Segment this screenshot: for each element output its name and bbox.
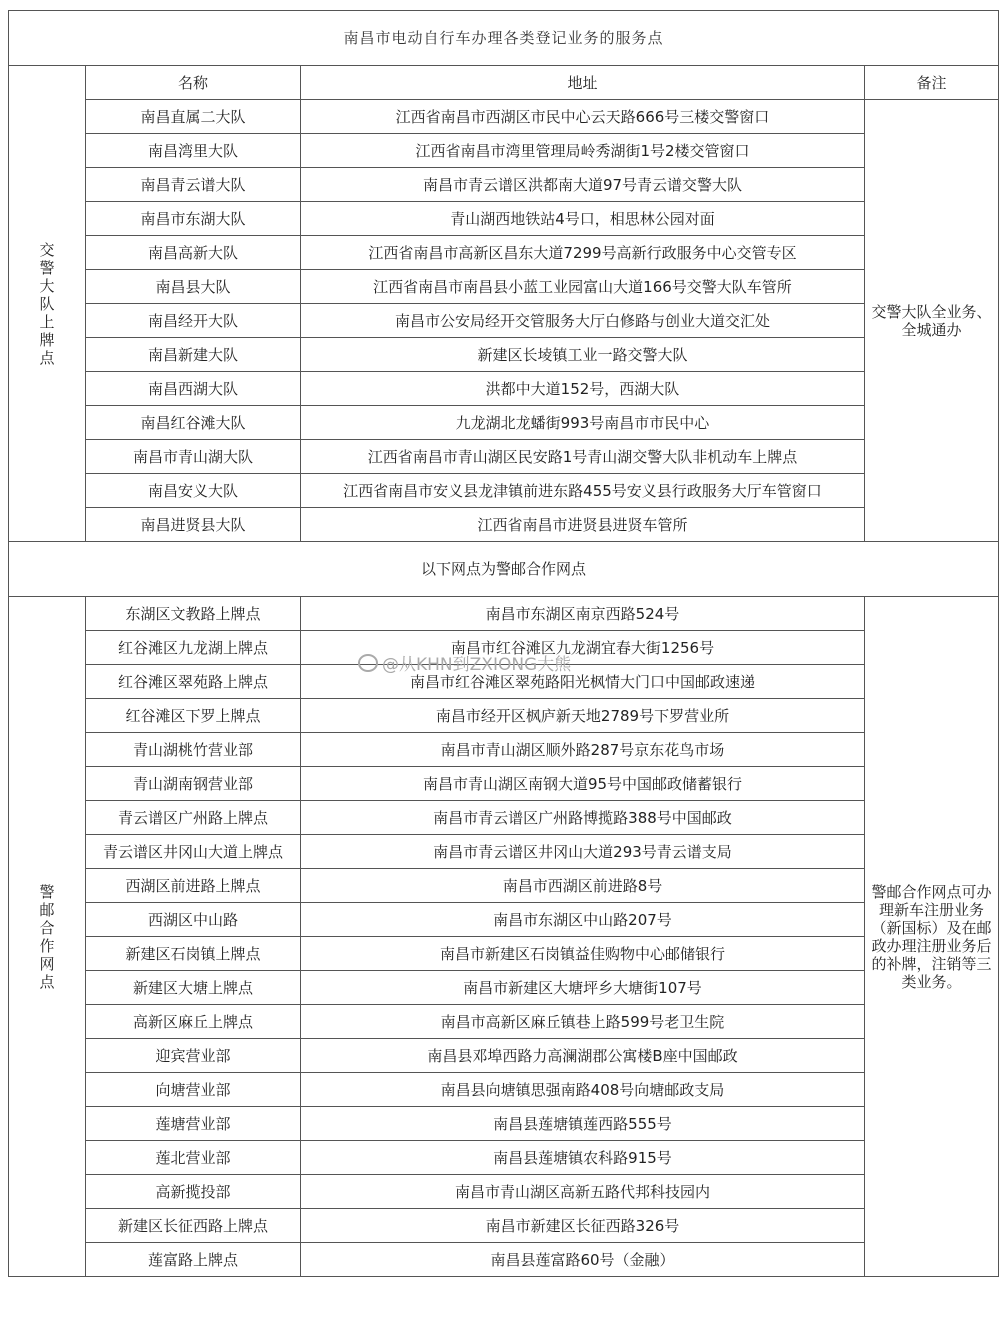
- cell-address: 南昌市西湖区前进路8号: [301, 869, 865, 903]
- cell-name: 红谷滩区下罗上牌点: [86, 699, 301, 733]
- service-points-table: [8, 10, 999, 1277]
- table-row: [9, 597, 999, 631]
- cell-address: 江西省南昌市西湖区市民中心云天路666号三楼交警窗口: [301, 100, 865, 134]
- table-row: [9, 869, 999, 903]
- table-row: [9, 699, 999, 733]
- cell-name: 新建区石岗镇上牌点: [86, 937, 301, 971]
- table-row: [9, 372, 999, 406]
- table-row: [9, 406, 999, 440]
- table-row: [9, 733, 999, 767]
- cell-address: 南昌市新建区长征西路326号: [301, 1209, 865, 1243]
- table-row: [9, 937, 999, 971]
- cell-name: 南昌新建大队: [86, 338, 301, 372]
- cell-name: 南昌红谷滩大队: [86, 406, 301, 440]
- table-row: [9, 338, 999, 372]
- table-row: [9, 474, 999, 508]
- cell-address: 南昌市东湖区南京西路524号: [301, 597, 865, 631]
- cell-address: 南昌市经开区枫庐新天地2789号下罗营业所: [301, 699, 865, 733]
- cell-name: 青云谱区广州路上牌点: [86, 801, 301, 835]
- section-label-post-cooperation: 警 邮 合 作 网 点: [9, 597, 86, 1277]
- cell-address: 南昌市新建区大塘坪乡大塘街107号: [301, 971, 865, 1005]
- cell-address: 南昌市青山湖区南钢大道95号中国邮政储蓄银行: [301, 767, 865, 801]
- header-address: 地址: [301, 66, 865, 100]
- cell-name: 南昌青云谱大队: [86, 168, 301, 202]
- cell-name: 向塘营业部: [86, 1073, 301, 1107]
- watermark-text: @从KHN到ZXIONG大熊: [382, 655, 572, 675]
- cell-name: 红谷滩区九龙湖上牌点: [86, 631, 301, 665]
- cell-name: 高新揽投部: [86, 1175, 301, 1209]
- cell-name: 南昌经开大队: [86, 304, 301, 338]
- cell-address: 南昌县邓埠西路力高澜湖郡公寓楼B座中国邮政: [301, 1039, 865, 1073]
- table-row: [9, 1073, 999, 1107]
- cell-name: 莲北营业部: [86, 1141, 301, 1175]
- header-name: 名称: [86, 66, 301, 100]
- title-row: [9, 11, 999, 66]
- cell-name: 迎宾营业部: [86, 1039, 301, 1073]
- cell-name: 青山湖南钢营业部: [86, 767, 301, 801]
- table-row: [9, 1005, 999, 1039]
- cell-address: 江西省南昌市进贤县进贤车管所: [301, 508, 865, 542]
- table-row: [9, 1107, 999, 1141]
- cell-name: 西湖区中山路: [86, 903, 301, 937]
- separator-row: [9, 542, 999, 597]
- table-row: [9, 1039, 999, 1073]
- cell-name: 莲富路上牌点: [86, 1243, 301, 1277]
- table-row: [9, 801, 999, 835]
- table-row: [9, 1243, 999, 1277]
- cell-name: 南昌西湖大队: [86, 372, 301, 406]
- cell-name: 高新区麻丘上牌点: [86, 1005, 301, 1039]
- cell-address: 南昌市红谷滩区九龙湖宜春大街1256号: [301, 631, 865, 665]
- cell-note: 交警大队全业务、全城通办: [865, 100, 999, 542]
- cell-name: 青山湖桃竹营业部: [86, 733, 301, 767]
- cell-address: 南昌县莲富路60号（金融）: [301, 1243, 865, 1277]
- cell-address: 南昌县莲塘镇莲西路555号: [301, 1107, 865, 1141]
- table-row: [9, 134, 999, 168]
- cell-address: 江西省南昌市安义县龙津镇前进东路455号安义县行政服务大厅车管窗口: [301, 474, 865, 508]
- table-row: [9, 835, 999, 869]
- table-row: [9, 508, 999, 542]
- cell-name: 西湖区前进路上牌点: [86, 869, 301, 903]
- cell-name: 新建区大塘上牌点: [86, 971, 301, 1005]
- cell-address: 新建区长堎镇工业一路交警大队: [301, 338, 865, 372]
- cell-address: 南昌市新建区石岗镇益佳购物中心邮储银行: [301, 937, 865, 971]
- cell-name: 南昌市东湖大队: [86, 202, 301, 236]
- cell-address: 南昌市高新区麻丘镇巷上路599号老卫生院: [301, 1005, 865, 1039]
- table-row: [9, 168, 999, 202]
- page-title: 南昌市电动自行车办理各类登记业务的服务点: [9, 11, 999, 66]
- cell-name: 新建区长征西路上牌点: [86, 1209, 301, 1243]
- table-row: [9, 202, 999, 236]
- table-row: [9, 1141, 999, 1175]
- table-row: [9, 1209, 999, 1243]
- cell-name: 东湖区文教路上牌点: [86, 597, 301, 631]
- cell-address: 南昌市东湖区中山路207号: [301, 903, 865, 937]
- separator-text: 以下网点为警邮合作网点: [9, 542, 999, 597]
- section-label-traffic-police: 交 警 大 队 上 牌 点: [9, 66, 86, 542]
- table-row: [9, 304, 999, 338]
- cell-name: 青云谱区井冈山大道上牌点: [86, 835, 301, 869]
- cell-name: 南昌安义大队: [86, 474, 301, 508]
- cell-name: 南昌湾里大队: [86, 134, 301, 168]
- table-row: [9, 440, 999, 474]
- cell-address: 南昌市青云谱区洪都南大道97号青云谱交警大队: [301, 168, 865, 202]
- cell-address: 南昌市青山湖区高新五路代邦科技园内: [301, 1175, 865, 1209]
- cell-address: 江西省南昌市湾里管理局岭秀湖街1号2楼交管窗口: [301, 134, 865, 168]
- cell-address: 南昌县莲塘镇农科路915号: [301, 1141, 865, 1175]
- cell-name: 南昌市青山湖大队: [86, 440, 301, 474]
- cell-name: 南昌县大队: [86, 270, 301, 304]
- cell-note: 警邮合作网点可办理新车注册业务（新国标）及在邮政办理注册业务后的补牌，注销等三类业务。: [865, 597, 999, 1277]
- table-row: [9, 1175, 999, 1209]
- cell-address: 洪都中大道152号，西湖大队: [301, 372, 865, 406]
- cell-address: 九龙湖北龙蟠街993号南昌市市民中心: [301, 406, 865, 440]
- cell-address: 江西省南昌市南昌县小蓝工业园富山大道166号交警大队车管所: [301, 270, 865, 304]
- cell-address: 南昌市青山湖区顺外路287号京东花鸟市场: [301, 733, 865, 767]
- cell-address: 南昌县向塘镇思强南路408号向塘邮政支局: [301, 1073, 865, 1107]
- cell-address: 江西省南昌市青山湖区民安路1号青山湖交警大队非机动车上牌点: [301, 440, 865, 474]
- cell-name: 红谷滩区翠苑路上牌点: [86, 665, 301, 699]
- table-row: [9, 100, 999, 134]
- table-row: [9, 971, 999, 1005]
- cell-address: 南昌市青云谱区广州路博揽路388号中国邮政: [301, 801, 865, 835]
- cell-name: 南昌高新大队: [86, 236, 301, 270]
- table-row: [9, 270, 999, 304]
- cell-name: 南昌直属二大队: [86, 100, 301, 134]
- cell-address: 青山湖西地铁站4号口，相思林公园对面: [301, 202, 865, 236]
- cell-address: 南昌市青云谱区井冈山大道293号青云谱支局: [301, 835, 865, 869]
- table-row: [9, 767, 999, 801]
- table-row: [9, 665, 999, 699]
- cell-address: 南昌市公安局经开交管服务大厅白修路与创业大道交汇处: [301, 304, 865, 338]
- header-row: [9, 66, 999, 100]
- cell-address: 南昌市红谷滩区翠苑路阳光枫情大门口中国邮政速递: [301, 665, 865, 699]
- header-note: 备注: [865, 66, 999, 100]
- cell-name: 莲塘营业部: [86, 1107, 301, 1141]
- table-row: [9, 631, 999, 665]
- cell-name: 南昌进贤县大队: [86, 508, 301, 542]
- table-row: [9, 903, 999, 937]
- table-row: [9, 236, 999, 270]
- cell-address: 江西省南昌市高新区昌东大道7299号高新行政服务中心交管专区: [301, 236, 865, 270]
